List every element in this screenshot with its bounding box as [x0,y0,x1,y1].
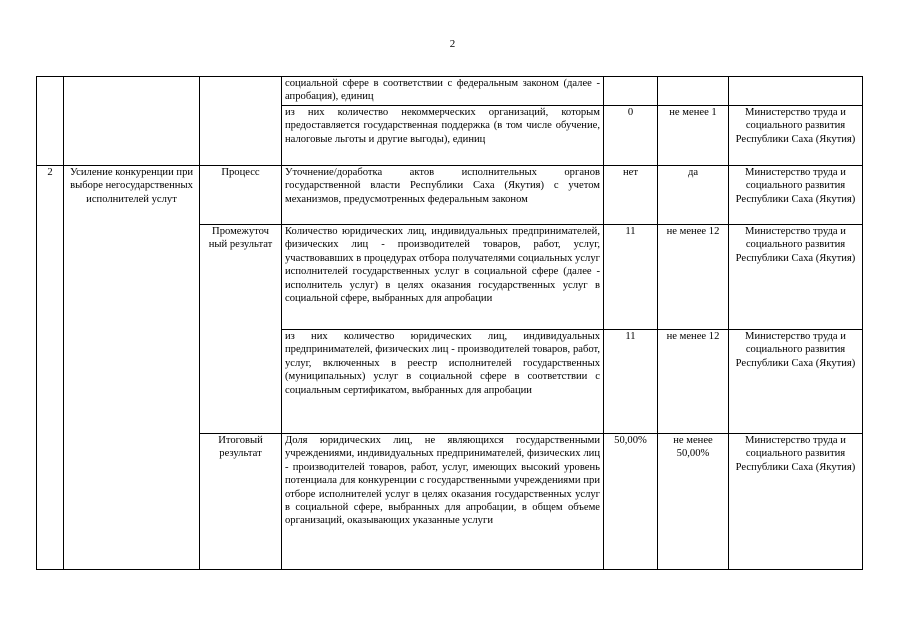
stage-cell [200,77,282,166]
base-value-cell: 11 [604,330,658,434]
target-value-cell: не менее 12 [658,330,729,434]
indicator-cell: Доля юридических лиц, не являющихся государственными учреждениями, индивидуальных предпринимателей, физических лиц - производителей товаров, работ, услуг, имеющих высокий уровень потенциала для конкуренции с государственными учреждениями при отборе исполнителей услуг в целях оказания государственных услуг в социальной сфере, выбранных для апробации, в общем объеме организаций, оказывающих указанные услуги [282,434,604,570]
row-number-cell: 2 [37,166,64,570]
base-value-cell: нет [604,166,658,225]
target-value-cell: да [658,166,729,225]
executor-cell: Министерство труда и социального развития Республики Саха (Якутия) [729,225,863,330]
stage-cell: Промежуточ ный результат [200,225,282,434]
executor-cell: Министерство труда и социального развития Республики Саха (Якутия) [729,166,863,225]
indicator-cell: из них количество некоммерческих организаций, которым предоставляется государственная поддержка (в том числе обучение, налоговые льготы и другие выгоды), единиц [282,106,604,166]
base-value-cell: 11 [604,225,658,330]
target-value-cell [658,77,729,106]
page-number: 2 [449,38,456,50]
stage-cell: Процесс [200,166,282,225]
task-cell [64,77,200,166]
row-number-cell [37,77,64,166]
base-value-cell [604,77,658,106]
indicators-table [36,76,863,570]
indicator-cell: социальной сфере в соответствии с федеральным законом (далее - апробация), единиц [282,77,604,106]
executor-cell: Министерство труда и социального развития Республики Саха (Якутия) [729,330,863,434]
stage-cell: Итоговый результат [200,434,282,570]
table-row [37,166,863,225]
base-value-cell: 50,00% [604,434,658,570]
indicator-cell: из них количество юридических лиц, индивидуальных предпринимателей, физических лиц - производителей товаров, работ, услуг, включенных в реестр исполнителей государственных (муниципальных) услуг в социальной сфере в соответствии с социальным сертификатом, выбранных для апробации [282,330,604,434]
executor-cell [729,77,863,106]
target-value-cell: не менее 1 [658,106,729,166]
target-value-cell: не менее 12 [658,225,729,330]
target-value-cell: не менее 50,00% [658,434,729,570]
indicator-cell: Количество юридических лиц, индивидуальных предпринимателей, физических лиц - производителей товаров, работ, услуг, участвовавших в процедурах отбора получателями социальных услуг исполнителей государственных услуг в социальной сфере (далее - исполнитель услуг) в целях оказания государственных услуг в социальной сфере, выбранных для апробации [282,225,604,330]
base-value-cell: 0 [604,106,658,166]
table-row [37,77,863,106]
executor-cell: Министерство труда и социального развития Республики Саха (Якутия) [729,106,863,166]
indicator-cell: Уточнение/доработка актов исполнительных органов государственной власти Республики Саха (Якутия) с учетом механизмов, предусмотренных федеральным законом [282,166,604,225]
executor-cell: Министерство труда и социального развития Республики Саха (Якутия) [729,434,863,570]
task-cell: Усиление конкуренции при выборе негосударственных исполнителей услут [64,166,200,570]
